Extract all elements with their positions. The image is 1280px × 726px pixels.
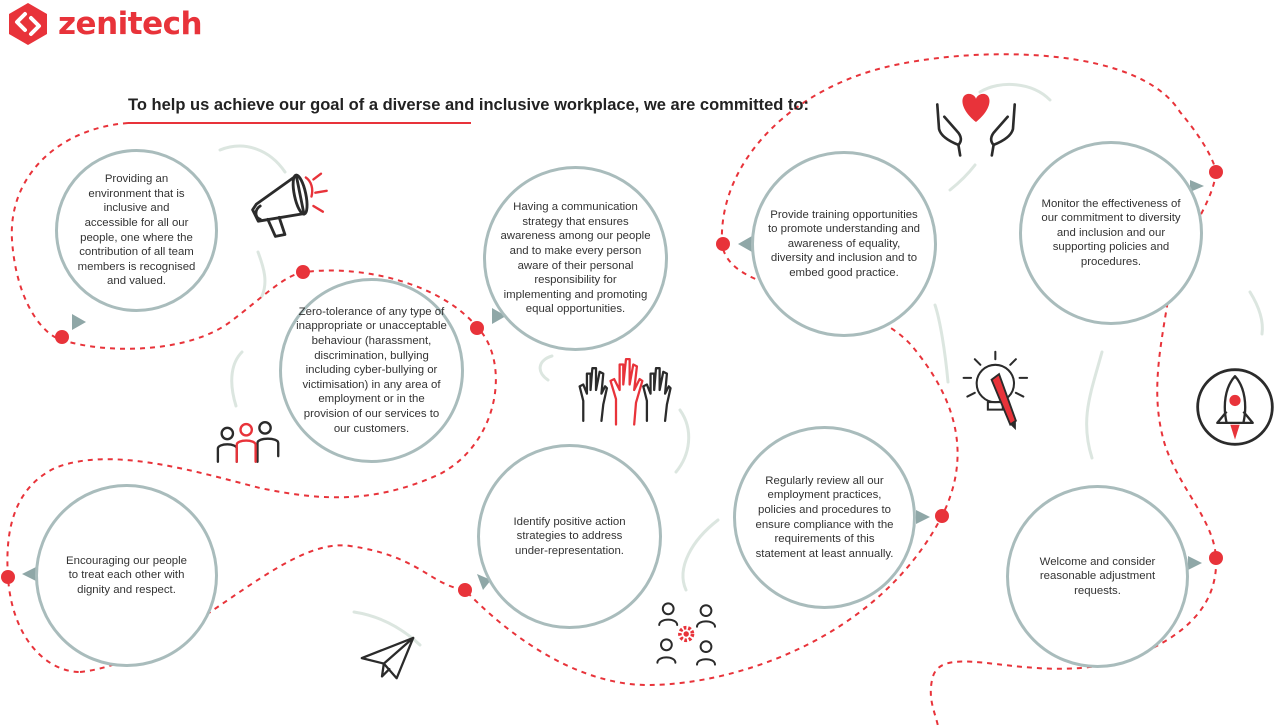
heading-underline [128,122,471,124]
commitment-monitor-text: Monitor the effectiveness of our commitment to diversity and inclusion and our supporting policies and procedures. [1041,197,1181,268]
faint-arrow-5 [676,410,689,472]
path-arrow [916,510,930,524]
commitment-training-text: Provide training opportunities to promote understanding and awareness of equality, diversity and inclusion and to embed good practice. [768,208,920,279]
faint-arrow-3 [232,352,242,406]
rocket-icon [1190,365,1280,449]
path-dot [470,321,484,335]
commitment-environment [55,149,218,312]
path-dot [458,583,472,597]
faint-arrow-2 [258,252,265,296]
commitment-adjustment [1006,485,1189,668]
commitment-dignity [35,484,218,667]
path-dot [1209,551,1223,565]
path-arrow [72,314,86,330]
path-arrow [1188,556,1202,570]
page-heading: To help us achieve our goal of a diverse and inclusive workplace, we are committed to: [128,96,809,114]
collaboration-gear-icon [650,598,726,670]
commitment-review [733,426,916,609]
commitment-communication [483,166,668,351]
path-dot [296,265,310,279]
path-dot [1209,165,1223,179]
faint-arrow-6 [683,520,718,590]
commitment-training [751,151,937,337]
brand-logo [6,2,206,46]
heart-hands-icon [932,82,1020,162]
path-dot [935,509,949,523]
commitment-review-text: Regularly review all our employment practices, policies and procedures to ensure compliance with the requirements of this statement at least annually. [755,474,894,560]
commitment-positive-action [477,444,662,629]
commitment-adjustment-text: Welcome and consider reasonable adjustment requests. [1039,555,1156,597]
commitment-monitor [1019,141,1203,325]
path-arrow [22,567,36,581]
faint-arrow-9 [950,165,975,190]
path-dot [55,330,69,344]
paper-plane-icon [360,636,415,682]
commitment-communication-text: Having a communication strategy that ensures awareness among our people and to make every person aware of their personal responsibility for implementing and promoting equal opportunities. [500,201,651,316]
faint-arrow-10 [935,305,948,382]
zenitech-logo-icon [6,2,50,46]
faint-arrow-11 [1087,352,1102,458]
faint-arrow-12 [1250,292,1262,334]
commitment-environment-text: Providing an environment that is inclusive and accessible for all our people, one where the contribution of all team members is recognised and valued. [77,173,196,288]
brand-name: zenitech [58,6,203,42]
megaphone-icon [245,165,340,247]
faint-arrow-4 [540,356,552,380]
commitment-positive-action-text: Identify positive action strategies to address under-representation. [513,515,626,557]
commitment-zero-tolerance [279,278,464,463]
team-icon [216,418,282,466]
path-dot [1,570,15,584]
commitment-zero-tolerance-text: Zero-tolerance of any type of inappropriate or unacceptable behaviour (harassment, discrimination, bullying including cyber-bullying or victimisation) in any area of employment or in the provision of our services to our customers. [296,305,447,435]
commitment-dignity-text: Encouraging our people to treat each other with dignity and respect. [66,554,187,596]
path-dot [716,237,730,251]
raised-hands-icon [576,352,676,428]
path-arrow [738,236,752,252]
idea-pencil-icon [958,345,1042,435]
